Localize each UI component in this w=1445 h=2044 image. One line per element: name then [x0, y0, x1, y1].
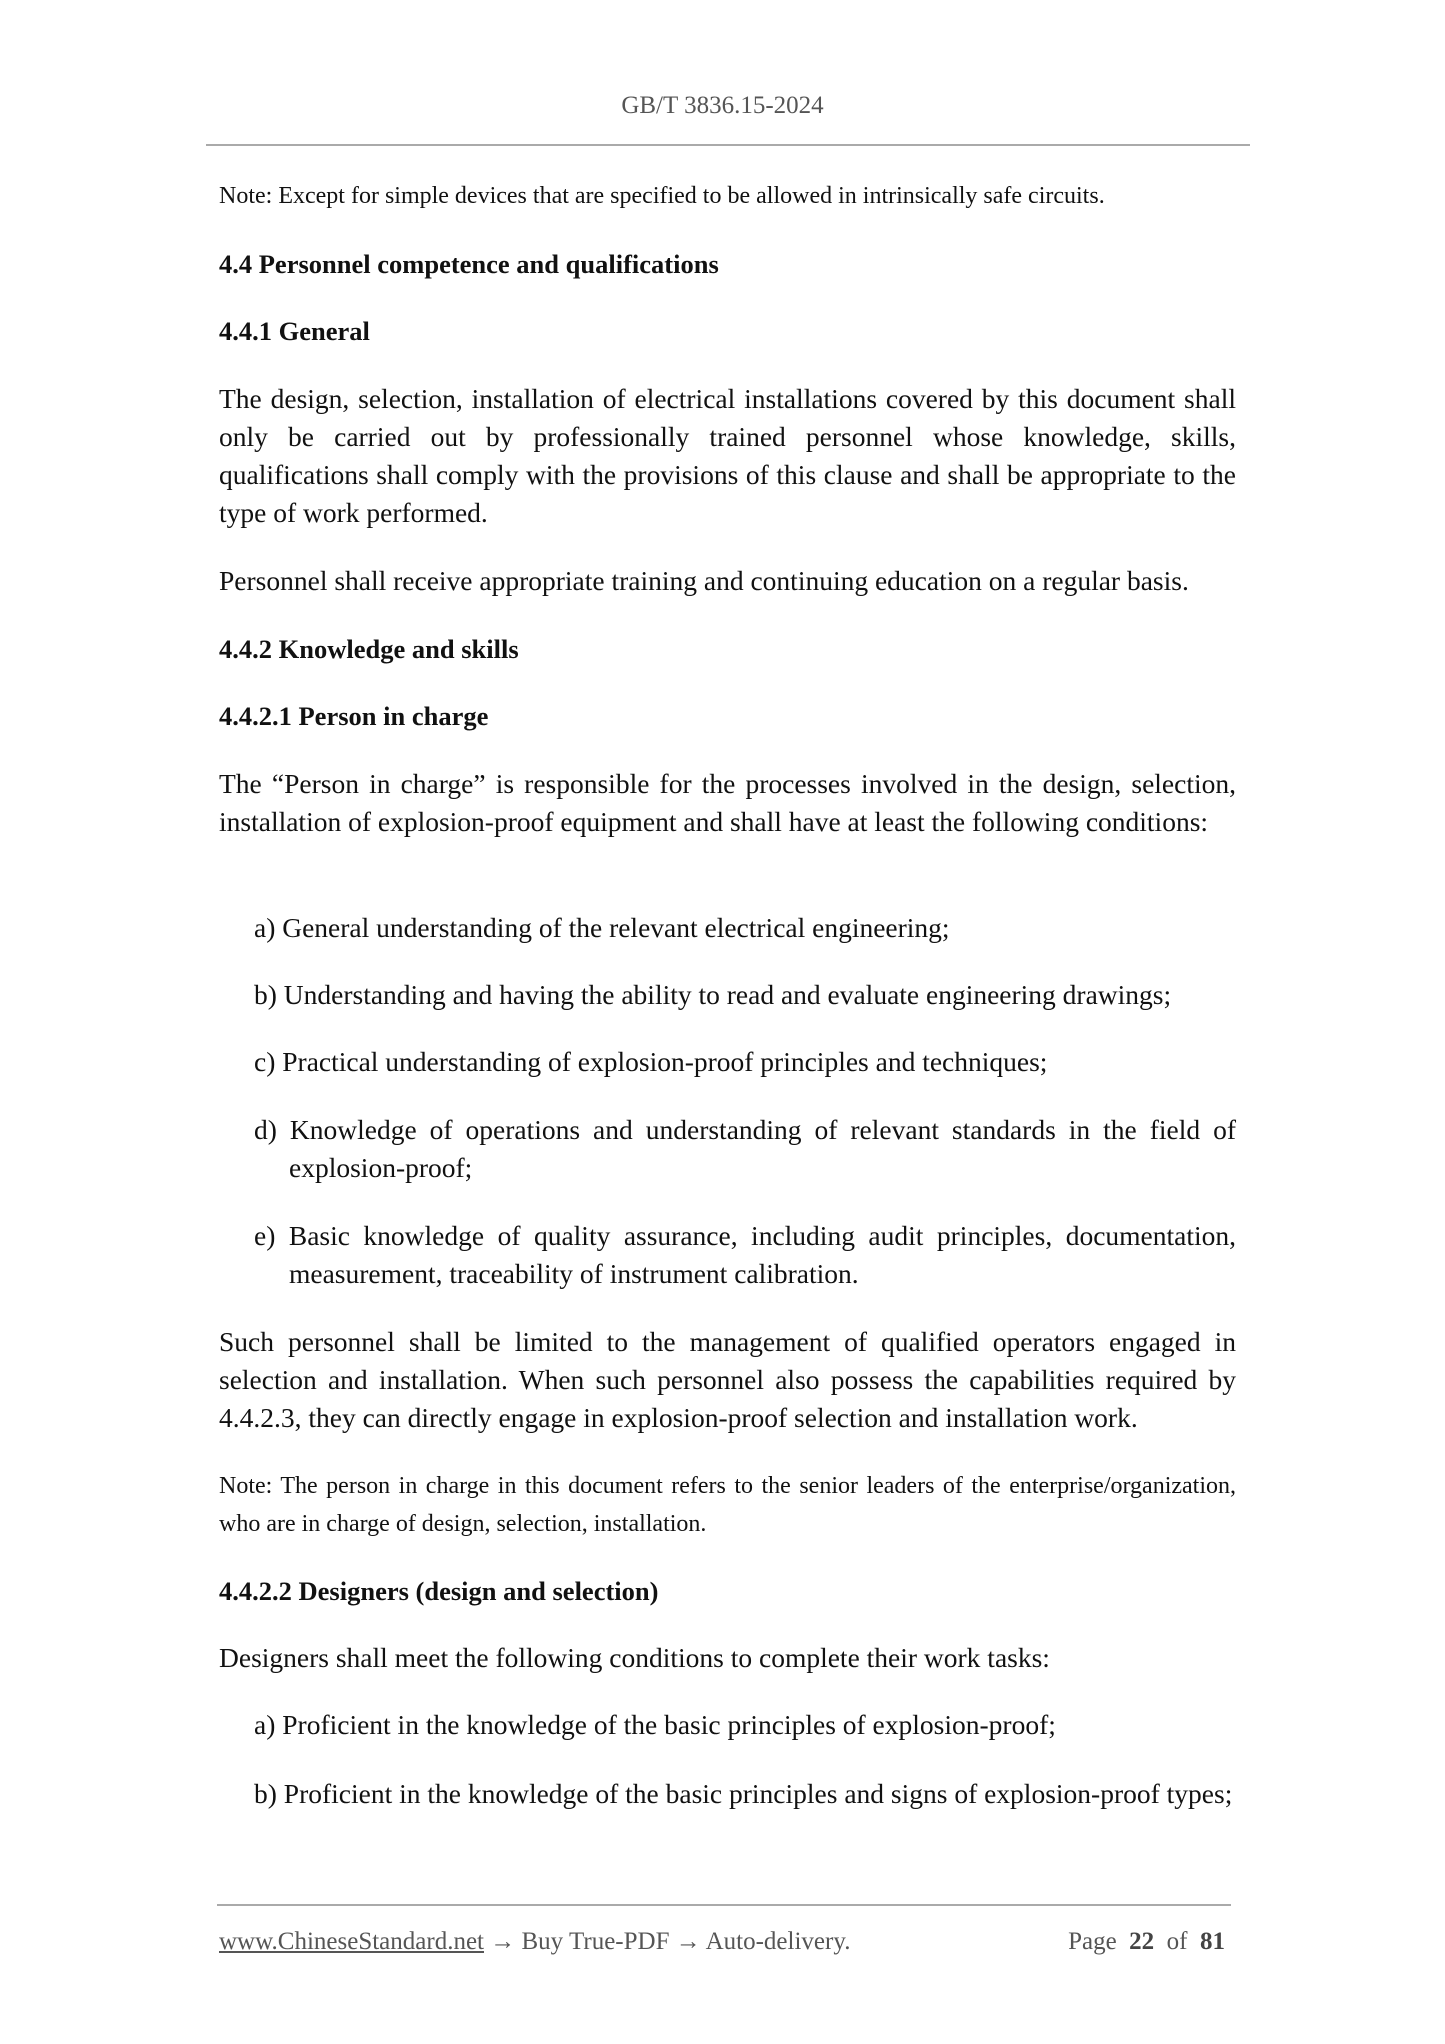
- header-divider: [206, 144, 1250, 146]
- footer-promo: [219, 1926, 850, 1958]
- footer-promo-text: → Buy True-PDF → Auto-delivery.: [484, 1928, 851, 1955]
- paragraph: Personnel shall receive appropriate training and continuing education on a regular basis.: [219, 565, 1189, 596]
- section-heading: 4.4 Personnel competence and qualifications: [219, 249, 719, 279]
- list-item: b) Proficient in the knowledge of the basic principles and signs of explosion-proof types;: [254, 1778, 1233, 1809]
- paragraph: The “Person in charge” is responsible for the processes involved in the design, selection, installation of explosion-proof equipment and shall have at least the following conditions:: [219, 768, 1236, 837]
- section-heading: 4.4.2.2 Designers (design and selection): [219, 1576, 659, 1606]
- paragraph: Such personnel shall be limited to the management of qualified operators engaged in selection and installation. When such personnel also possess the capabilities required by 4.4.2.3, they can directly engage in explosion-proof selection and installation work.: [219, 1326, 1236, 1433]
- list-item: b) Understanding and having the ability to read and evaluate engineering drawings;: [254, 979, 1172, 1010]
- document-header: GB/T 3836.15-2024: [621, 92, 824, 119]
- list-item: e) Basic knowledge of quality assurance, including audit principles, documentation, measurement, traceability of instrument calibration.: [254, 1220, 1236, 1289]
- list-item: a) Proficient in the knowledge of the basic principles of explosion-proof;: [254, 1709, 1056, 1740]
- section-heading: 4.4.1 General: [219, 316, 370, 346]
- list-item: c) Practical understanding of explosion-proof principles and techniques;: [254, 1046, 1048, 1077]
- page-indicator: [1068, 1926, 1225, 1958]
- page-number: 22: [1129, 1928, 1155, 1955]
- note: Note: The person in charge in this document refers to the senior leaders of the enterprise/organization, who are in charge of design, selection, installation.: [219, 1473, 1236, 1537]
- paragraph: The design, selection, installation of electrical installations covered by this document shall only be carried out by professionally trained personnel whose knowledge, skills, qualifications shall comply with the provisions of this clause and shall be appropriate to the type of work performed.: [219, 383, 1236, 528]
- of-label: of: [1166, 1928, 1188, 1955]
- note: Note: Except for simple devices that are specified to be allowed in intrinsically safe circuits.: [219, 183, 1105, 209]
- list-item: d) Knowledge of operations and understanding of relevant standards in the field of explosion-proof;: [254, 1114, 1236, 1183]
- list-item: a) General understanding of the relevant electrical engineering;: [254, 912, 950, 943]
- section-heading: 4.4.2.1 Person in charge: [219, 701, 489, 731]
- website-link[interactable]: www.ChineseStandard.net: [219, 1928, 484, 1955]
- footer-divider: [217, 1904, 1231, 1906]
- section-heading: 4.4.2 Knowledge and skills: [219, 634, 519, 664]
- total-pages: 81: [1200, 1928, 1225, 1955]
- page-label: Page: [1068, 1928, 1117, 1955]
- paragraph: Designers shall meet the following conditions to complete their work tasks:: [219, 1642, 1050, 1673]
